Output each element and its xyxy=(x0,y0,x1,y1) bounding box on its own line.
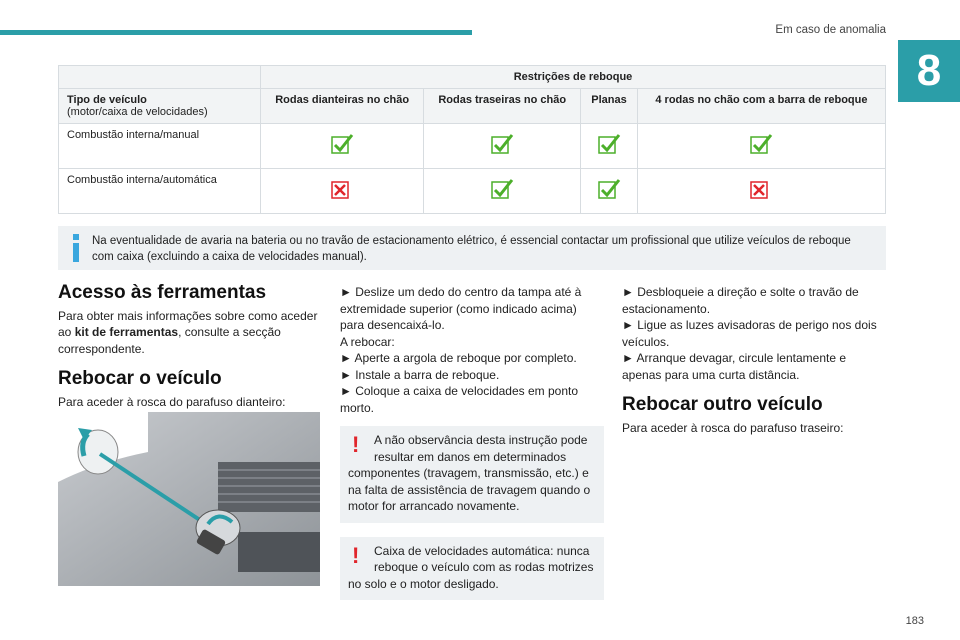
chapter-number: 8 xyxy=(898,40,960,102)
table-empty-header xyxy=(59,66,261,89)
vehicle-type-label: Tipo de veículo xyxy=(67,94,147,106)
warning-damage-text-rest: componentes (travagem, transmissão, etc.) e na falta de assistência de travagem quando o motor for arrancado novamente. xyxy=(348,466,591,513)
step-unlock-steering: ► Desbloqueie a direção e solte o travão de estacionamento. xyxy=(622,285,859,316)
heading-tow-other-vehicle: Rebocar outro veículo xyxy=(622,394,823,415)
step-neutral: ► Coloque a caixa de velocidades em ponto morto. xyxy=(340,384,579,415)
check-icon xyxy=(330,133,354,157)
front-bumper-illustration xyxy=(58,412,320,586)
column-header-front-wheels: Rodas dianteiras no chão xyxy=(261,89,424,124)
tool-access-paragraph xyxy=(58,308,320,358)
cell-automatic-front xyxy=(261,169,424,214)
front-screw-intro: Para aceder à rosca do parafuso dianteiro: xyxy=(58,394,286,409)
info-note xyxy=(58,226,886,270)
warning-box-automatic xyxy=(340,537,604,601)
warning-damage-text-first: A não observância desta instrução pode resultar em danos em determinados xyxy=(374,433,588,464)
tool-access-text-a: Para obter mais informações sobre como aceder ao xyxy=(58,308,318,339)
cell-manual-flatbed xyxy=(581,124,638,169)
heading-tow-vehicle: Rebocar o veículo xyxy=(58,368,222,389)
cell-automatic-flatbed xyxy=(581,169,638,214)
info-icon xyxy=(68,234,84,262)
heading-tool-access: Acesso às ferramentas xyxy=(58,282,267,303)
vehicle-type-sublabel: (motor/caixa de velocidades) xyxy=(67,106,208,118)
step-slide-finger: ► Deslize um dedo do centro da tampa até à extremidade superior (como indicado acima) para desencaixá-lo. xyxy=(340,285,582,332)
tool-kit-term: kit de ferramentas xyxy=(74,325,179,339)
cell-manual-rear xyxy=(424,124,581,169)
step-install-bar: ► Instale a barra de reboque. xyxy=(340,367,500,382)
table-row xyxy=(59,169,886,214)
cross-icon xyxy=(330,178,354,202)
warning-box-damage xyxy=(340,426,604,523)
cell-manual-four-wheels xyxy=(637,124,885,169)
column-header-rear-wheels: Rodas traseiras no chão xyxy=(424,89,581,124)
header-accent-bar xyxy=(0,30,472,35)
step-tighten-eye: ► Aperte a argola de reboque por completo. xyxy=(340,351,577,365)
column-header-four-wheels: 4 rodas no chão com a barra de reboque xyxy=(637,89,885,124)
section-title: Em caso de anomalia xyxy=(775,24,886,36)
table-column-header-row xyxy=(59,89,886,124)
restrictions-header: Restrições de reboque xyxy=(261,66,886,89)
warning-icon: ! xyxy=(352,432,360,457)
rear-screw-intro: Para aceder à rosca do parafuso traseiro: xyxy=(622,420,844,435)
info-note-text: Na eventualidade de avaria na bateria ou no travão de estacionamento elétrico, é essencial contactar um profissional que utilize veículos de reboque com caixa (excluindo a caixa de velocidades manual). xyxy=(92,235,851,263)
towing-label: A rebocar: xyxy=(340,334,395,349)
cell-automatic-rear xyxy=(424,169,581,214)
column-header-flatbed: Planas xyxy=(581,89,638,124)
vehicle-type-header xyxy=(59,89,261,124)
check-icon xyxy=(490,133,514,157)
row-label-manual: Combustão interna/manual xyxy=(59,124,261,169)
check-icon xyxy=(749,133,773,157)
check-icon xyxy=(490,178,514,202)
towing-restrictions-table xyxy=(58,65,886,214)
column-right xyxy=(622,284,886,436)
cell-automatic-four-wheels xyxy=(637,169,885,214)
tool-access-text-b: , consulte a secção correspondente. xyxy=(58,325,281,356)
step-drive-slowly: ► Arranque devagar, circule lentamente e apenas para uma curta distância. xyxy=(622,351,847,382)
warning-icon: ! xyxy=(352,542,360,568)
column-left xyxy=(58,282,320,410)
cross-icon xyxy=(749,178,773,202)
table-group-header-row xyxy=(59,66,886,89)
step-hazard-lights: ► Ligue as luzes avisadoras de perigo nos dois veículos. xyxy=(622,318,877,349)
check-icon xyxy=(597,178,621,202)
column-middle xyxy=(340,284,604,600)
cell-manual-front xyxy=(261,124,424,169)
page-number: 183 xyxy=(905,615,924,627)
table-row xyxy=(59,124,886,169)
warning-automatic-text-rest: no solo e o motor desligado. xyxy=(348,576,499,591)
row-label-automatic: Combustão interna/automática xyxy=(59,169,261,214)
check-icon xyxy=(597,133,621,157)
warning-automatic-text-first: Caixa de velocidades automática: nunca reboque o veículo com as rodas motrizes xyxy=(374,543,594,574)
